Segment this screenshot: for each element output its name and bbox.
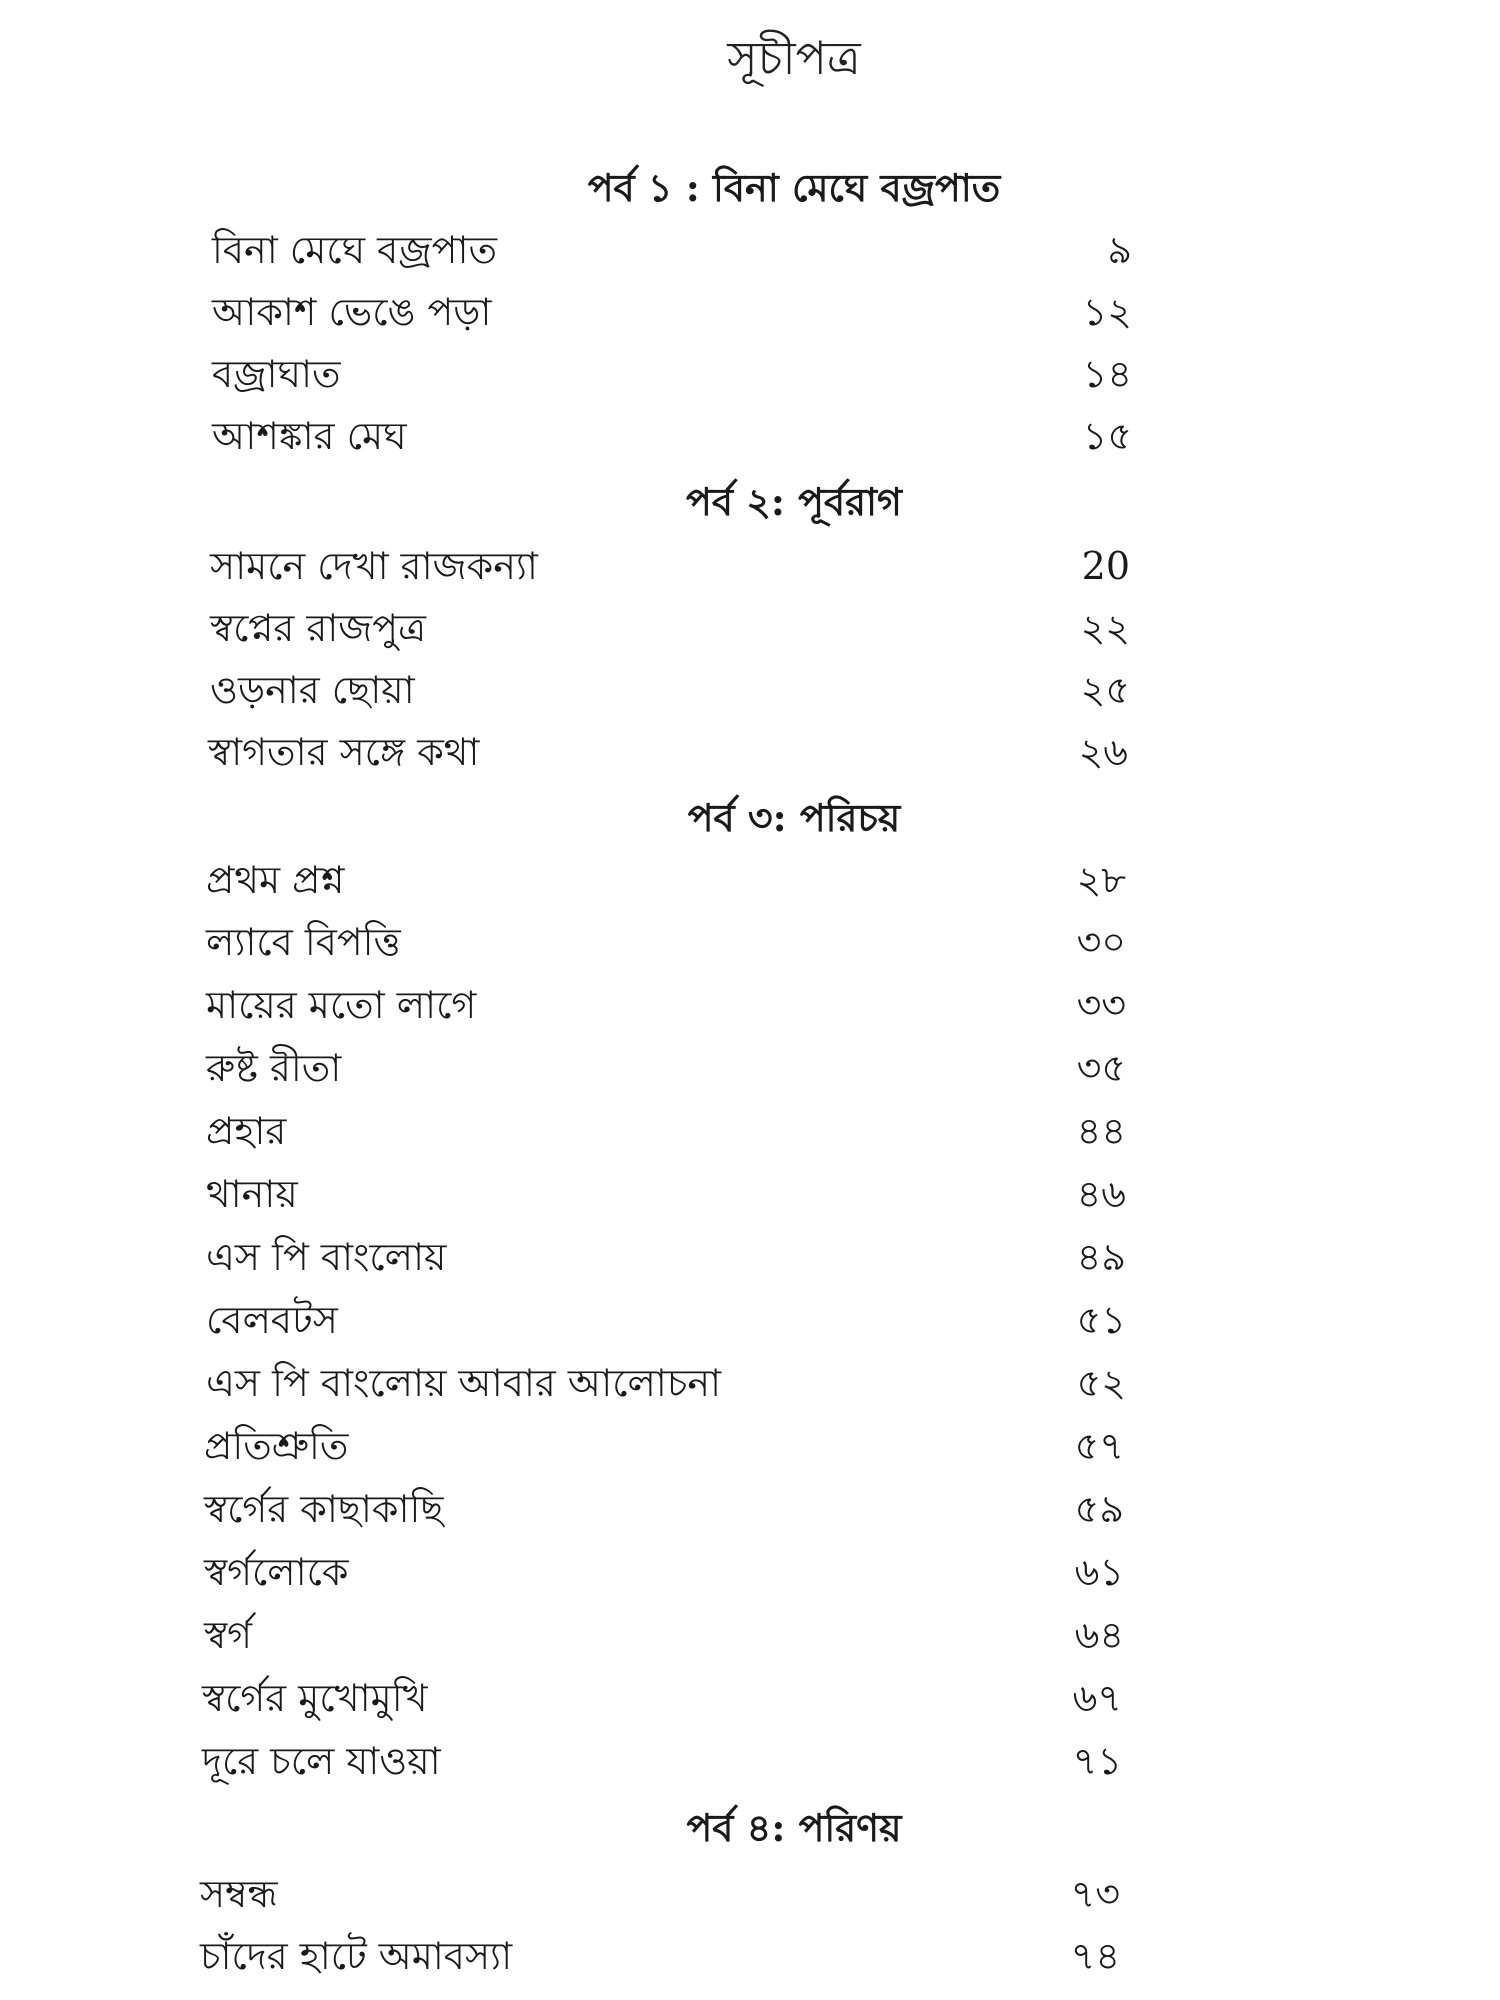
toc-entry[interactable] xyxy=(206,1355,1306,1411)
entry-title: স্বর্গলোকে xyxy=(204,1550,349,1594)
toc-entry[interactable] xyxy=(200,1928,1300,1984)
entry-title: সামনে দেখা রাজকন্যা xyxy=(210,544,538,588)
toc-entry[interactable] xyxy=(206,1229,1306,1285)
toc-entry[interactable] xyxy=(206,914,1306,970)
entry-title: থানায় xyxy=(206,1172,298,1216)
entry-page-number: ৬৪ xyxy=(1074,1613,1124,1657)
toc-entry[interactable] xyxy=(204,1544,1304,1600)
entry-title: স্বর্গের মুখোমুখি xyxy=(202,1676,428,1720)
toc-entry[interactable] xyxy=(210,538,1310,594)
entry-page-number: ৪৯ xyxy=(1076,1235,1126,1279)
entry-title: মায়ের মতো লাগে xyxy=(206,983,477,1027)
entry-page-number: ৫১ xyxy=(1076,1298,1126,1342)
entry-page-number: ২৫ xyxy=(1080,668,1130,712)
entry-page-number: ১৫ xyxy=(1082,414,1132,458)
entry-title: স্বর্গের কাছাকাছি xyxy=(204,1487,444,1531)
entry-page-number: ৬১ xyxy=(1074,1550,1124,1594)
toc-entry[interactable] xyxy=(206,1292,1306,1348)
entry-title: দূরে চলে যাওয়া xyxy=(202,1739,441,1783)
entry-page-number: ১৪ xyxy=(1082,352,1132,396)
toc-entry[interactable] xyxy=(212,284,1312,340)
toc-entry[interactable] xyxy=(210,600,1310,656)
entry-title: চাঁদের হাটে অমাবস্যা xyxy=(200,1934,513,1978)
toc-entry[interactable] xyxy=(206,977,1306,1033)
section-heading-1: পর্ব ১ : বিনা মেঘে বজ্রপাত xyxy=(587,165,1001,210)
entry-title: এস পি বাংলোয় আবার আলোচনা xyxy=(206,1361,722,1405)
section-heading-4: পর্ব ৪: পরিণয় xyxy=(686,1805,902,1850)
entry-title: স্বপ্নের রাজপুত্র xyxy=(210,606,427,650)
entry-title: আকাশ ভেঙে পড়া xyxy=(212,290,492,334)
toc-entry[interactable] xyxy=(200,1866,1300,1922)
toc-entry[interactable] xyxy=(206,1040,1306,1096)
entry-title: প্রতিশ্রুতি xyxy=(204,1424,349,1468)
toc-entry[interactable] xyxy=(206,852,1306,908)
toc-entry[interactable] xyxy=(212,408,1312,464)
toc-entry[interactable] xyxy=(204,1607,1304,1663)
entry-title: সম্বন্ধ xyxy=(200,1872,278,1916)
entry-page-number: ৬৭ xyxy=(1072,1676,1122,1720)
section-heading-3: পর্ব ৩: পরিচয় xyxy=(687,795,901,840)
entry-title: ল্যাবে বিপত্তি xyxy=(206,920,401,964)
entry-page-number: ৯ xyxy=(1107,228,1132,272)
entry-title: প্রহার xyxy=(206,1109,287,1153)
toc-entry[interactable] xyxy=(206,1166,1306,1222)
entry-page-number: ৫৯ xyxy=(1074,1487,1124,1531)
toc-entry[interactable] xyxy=(202,1670,1302,1726)
section-heading-2: পর্ব ২: পূর্বরাগ xyxy=(686,479,902,524)
toc-entry[interactable] xyxy=(208,724,1308,780)
entry-title: বিনা মেঘে বজ্রপাত xyxy=(212,228,497,272)
entry-page-number: ৪৬ xyxy=(1076,1172,1126,1216)
toc-entry[interactable] xyxy=(210,662,1310,718)
toc-entry[interactable] xyxy=(212,222,1312,278)
entry-page-number: ৭৪ xyxy=(1070,1934,1120,1978)
toc-entry[interactable] xyxy=(206,1103,1306,1159)
entry-page-number: ২৬ xyxy=(1078,730,1128,774)
entry-page-number: ৩৩ xyxy=(1076,983,1126,1027)
entry-page-number: ৭৩ xyxy=(1070,1872,1120,1916)
entry-title: এস পি বাংলোয় xyxy=(206,1235,447,1279)
toc-entry[interactable] xyxy=(204,1481,1304,1537)
entry-page-number: ৪৪ xyxy=(1076,1109,1126,1153)
entry-page-number: 20 xyxy=(1081,544,1130,588)
entry-page-number: ৫৭ xyxy=(1074,1424,1124,1468)
toc-entry[interactable] xyxy=(204,1418,1304,1474)
toc-entry[interactable] xyxy=(212,346,1312,402)
entry-page-number: ৭১ xyxy=(1072,1739,1122,1783)
toc-entry[interactable] xyxy=(202,1733,1302,1789)
entry-page-number: ৩০ xyxy=(1076,920,1126,964)
entry-page-number: ১২ xyxy=(1082,290,1132,334)
entry-title: স্বর্গ xyxy=(204,1613,253,1657)
entry-page-number: ৩৫ xyxy=(1076,1046,1126,1090)
entry-page-number: ৫২ xyxy=(1076,1361,1126,1405)
entry-page-number: ২২ xyxy=(1080,606,1130,650)
entry-title: প্রথম প্রশ্ন xyxy=(206,858,345,902)
entry-page-number: ২৮ xyxy=(1076,858,1126,902)
entry-title: ওড়নার ছোয়া xyxy=(210,668,415,712)
entry-title: স্বাগতার সঙ্গে কথা xyxy=(208,730,480,774)
entry-title: আশঙ্কার মেঘ xyxy=(212,414,407,458)
entry-title: বজ্রাঘাত xyxy=(212,352,341,396)
entry-title: বেলবটস xyxy=(206,1298,338,1342)
entry-title: রুষ্ট রীতা xyxy=(206,1046,342,1090)
page-title: সূচীপত্র xyxy=(727,31,861,85)
